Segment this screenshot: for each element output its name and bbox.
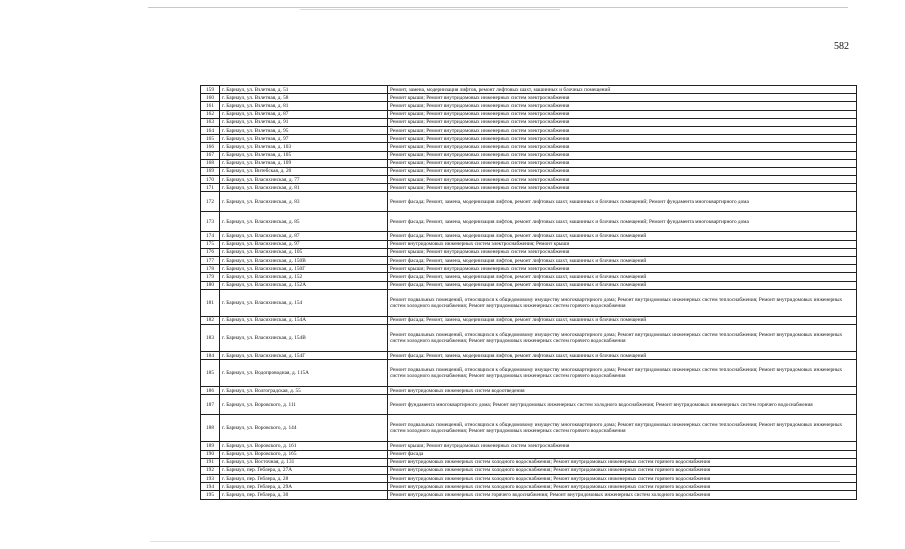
table-row [201,483,857,491]
row-number: 180 [201,281,220,289]
row-number: 163 [201,118,220,126]
row-address: г. Барнаул, ул. Витебская, д. 20 [220,167,388,175]
row-works: Ремонт крыши; Ремонт внутридомовых инженерных систем электроснабжения [388,167,857,175]
row-address: г. Барнаул, ул. Взлетная, д. 91 [220,118,388,126]
table-row [201,450,857,458]
row-address: г. Барнаул, ул. Воровского, д. 144 [220,415,388,442]
row-address: г. Барнаул, ул. Взлетная, д. 103 [220,143,388,151]
row-address: г. Барнаул, ул. Власихинская, д. 83 [220,192,388,212]
table-row [201,167,857,175]
row-works: Ремонт фасада; Ремонт, замена, модернизация лифтов, ремонт лифтовых шахт, машинных и блочных помещений; Ремонт фундамента многоквартирного дома [388,192,857,212]
row-address: г. Барнаул, ул. Воровского, д. 161 [220,442,388,450]
row-number: 193 [201,475,220,483]
row-number: 165 [201,135,220,143]
row-number: 188 [201,415,220,442]
row-number: 160 [201,94,220,102]
scan-edge-line [150,541,840,542]
row-works: Ремонт фасада; Ремонт, замена, модернизация лифтов, ремонт лифтовых шахт, машинных и блочных помещений [388,273,857,281]
row-works: Ремонт крыши; Ремонт внутридомовых инженерных систем электроснабжения [388,126,857,134]
table-row [201,387,857,395]
row-address: г. Барнаул, ул. Власихинская, д. 85 [220,212,388,232]
row-number: 174 [201,232,220,240]
scan-edge-line [148,7,848,8]
row-number: 186 [201,387,220,395]
row-works: Ремонт крыши; Ремонт внутридомовых инженерных систем электроснабжения [388,442,857,450]
row-number: 166 [201,143,220,151]
table-row [201,458,857,466]
row-works: Ремонт крыши; Ремонт внутридомовых инженерных систем электроснабжения [388,159,857,167]
row-address: г. Барнаул, ул. Власихинская, д. 154А [220,316,388,324]
row-works: Ремонт внутридомовых инженерных систем электроснабжения; Ремонт крыши [388,240,857,248]
row-address: г. Барнаул, ул. Взлетная, д. 97 [220,135,388,143]
row-works: Ремонт крыши; Ремонт внутридомовых инженерных систем электроснабжения [388,143,857,151]
table-row [201,257,857,265]
table-row [201,273,857,281]
row-number: 178 [201,265,220,273]
row-number: 185 [201,360,220,387]
row-address: г. Барнаул, ул. Власихинская, д. 154В [220,324,388,351]
row-works: Ремонт внутридомовых инженерных систем водоотведения [388,387,857,395]
table-row [201,491,857,499]
row-number: 187 [201,395,220,415]
row-works: Ремонт внутридомовых инженерных систем холодного водоснабжения; Ремонт внутридомовых инженерных систем горячего водоснабжения [388,458,857,466]
table-row [201,351,857,359]
row-number: 169 [201,167,220,175]
repair-schedule-table [200,85,857,500]
table-row [201,143,857,151]
row-works: Ремонт фасада; Ремонт, замена, модернизация лифтов, ремонт лифтовых шахт, машинных и блочных помещений [388,257,857,265]
table-row [201,135,857,143]
table-row [201,466,857,474]
row-works: Ремонт подвальных помещений, относящихся к общедомовому имуществу многоквартирного дома; Ремонт внутридомовых инженерных систем теплоснабжения; Ремонт внутридомовых инженерных систем холодного водоснабжения; Ремонт внутридомовых инженерных систем горячего водоснабжения [388,360,857,387]
row-number: 161 [201,102,220,110]
table-row [201,184,857,192]
page-number: 582 [834,41,849,52]
row-works: Ремонт крыши; Ремонт внутридомовых инженерных систем электроснабжения [388,135,857,143]
table-row [201,281,857,289]
row-works: Ремонт фасада; Ремонт, замена, модернизация лифтов, ремонт лифтовых шахт, машинных и блочных помещений [388,316,857,324]
row-number: 189 [201,442,220,450]
row-works: Ремонт, замена, модернизация лифтов, ремонт лифтовых шахт, машинных и блочных помещений [388,86,857,94]
table-row [201,126,857,134]
row-works: Ремонт фасада; Ремонт, замена, модернизация лифтов, ремонт лифтовых шахт, машинных и блочных помещений [388,281,857,289]
row-works: Ремонт крыши; Ремонт внутридомовых инженерных систем электроснабжения [388,118,857,126]
table-row [201,265,857,273]
scan-edge-line [300,9,560,10]
row-number: 177 [201,257,220,265]
row-address: г. Барнаул, ул. Восточная, д. 131 [220,458,388,466]
row-works: Ремонт крыши; Ремонт внутридомовых инженерных систем электроснабжения [388,265,857,273]
row-number: 183 [201,324,220,351]
row-address: г. Барнаул, ул. Власихинская, д. 97 [220,240,388,248]
row-address: г. Барнаул, ул. Власихинская, д. 81 [220,184,388,192]
row-address: г. Барнаул, ул. Воровского, д. 165 [220,450,388,458]
row-number: 162 [201,110,220,118]
table-row [201,118,857,126]
row-works: Ремонт подвальных помещений, относящихся к общедомовому имуществу многоквартирного дома; Ремонт внутридомовых инженерных систем теплоснабжения; Ремонт внутридомовых инженерных систем холодного водоснабжения; Ремонт внутридомовых инженерных систем горячего водоснабжения [388,324,857,351]
row-number: 191 [201,458,220,466]
table-row [201,324,857,351]
table-row [201,151,857,159]
row-address: г. Барнаул, ул. Власихинская, д. 154 [220,289,388,316]
row-works: Ремонт крыши; Ремонт внутридомовых инженерных систем электроснабжения [388,176,857,184]
row-number: 179 [201,273,220,281]
row-works: Ремонт фасада; Ремонт, замена, модернизация лифтов, ремонт лифтовых шахт, машинных и блочных помещений; Ремонт фундамента многоквартирного дома [388,212,857,232]
row-number: 175 [201,240,220,248]
row-address: г. Барнаул, ул. Взлетная, д. 95 [220,126,388,134]
row-address: г. Барнаул, ул. Власихинская, д. 152А [220,281,388,289]
row-works: Ремонт внутридомовых инженерных систем холодного водоснабжения; Ремонт внутридомовых инженерных систем горячего водоснабжения [388,466,857,474]
row-address: г. Барнаул, ул. Взлетная, д. 58 [220,94,388,102]
table-row [201,360,857,387]
row-address: г. Барнаул, ул. Власихинская, д. 150В [220,257,388,265]
row-address: г. Барнаул, ул. Волгоградская, д. 55 [220,387,388,395]
row-number: 190 [201,450,220,458]
table-row [201,192,857,212]
table-row [201,442,857,450]
row-address: г. Барнаул, ул. Власихинская, д. 150Г [220,265,388,273]
row-works: Ремонт подвальных помещений, относящихся к общедомовому имуществу многоквартирного дома; Ремонт внутридомовых инженерных систем теплоснабжения; Ремонт внутридомовых инженерных систем холодного водоснабжения; Ремонт внутридомовых инженерных систем горячего водоснабжения [388,289,857,316]
row-number: 171 [201,184,220,192]
table-row [201,316,857,324]
table-row [201,212,857,232]
row-address: г. Барнаул, ул. Власихинская, д. 87 [220,232,388,240]
row-address: г. Барнаул, ул. Воровского, д. 111 [220,395,388,415]
row-address: г. Барнаул, ул. Взлетная, д. 109 [220,159,388,167]
row-number: 182 [201,316,220,324]
row-address: г. Барнаул, ул. Власихинская, д. 105 [220,248,388,256]
row-number: 184 [201,351,220,359]
row-number: 173 [201,212,220,232]
row-address: г. Барнаул, ул. Власихинская, д. 77 [220,176,388,184]
row-address: г. Барнаул, пер. Геблера, д. 30 [220,491,388,499]
row-works: Ремонт крыши; Ремонт внутридомовых инженерных систем электроснабжения [388,94,857,102]
table-row [201,159,857,167]
row-address: г. Барнаул, пер. Геблера, д. 29А [220,483,388,491]
row-works: Ремонт подвальных помещений, относящихся к общедомовому имуществу многоквартирного дома; Ремонт внутридомовых инженерных систем теплоснабжения; Ремонт внутридомовых инженерных систем холодного водоснабжения; Ремонт внутридомовых инженерных систем горячего водоснабжения [388,415,857,442]
row-works: Ремонт крыши; Ремонт внутридомовых инженерных систем электроснабжения [388,184,857,192]
table-row [201,94,857,102]
table-row [201,110,857,118]
row-number: 195 [201,491,220,499]
table-row [201,232,857,240]
table-row [201,415,857,442]
table-row [201,248,857,256]
row-number: 176 [201,248,220,256]
row-works: Ремонт крыши; Ремонт внутридомовых инженерных систем электроснабжения [388,102,857,110]
row-number: 194 [201,483,220,491]
table-row [201,240,857,248]
row-works: Ремонт крыши; Ремонт внутридомовых инженерных систем электроснабжения [388,151,857,159]
row-number: 167 [201,151,220,159]
table-row [201,475,857,483]
row-address: г. Барнаул, ул. Взлетная, д. 51 [220,86,388,94]
table-row [201,102,857,110]
row-works: Ремонт крыши; Ремонт внутридомовых инженерных систем электроснабжения [388,248,857,256]
row-number: 170 [201,176,220,184]
row-works: Ремонт фасада [388,450,857,458]
row-address: г. Барнаул, ул. Взлетная, д. 105 [220,151,388,159]
row-number: 181 [201,289,220,316]
row-address: г. Барнаул, пер. Геблера, д. 28 [220,475,388,483]
row-address: г. Барнаул, ул. Взлетная, д. 87 [220,110,388,118]
row-works: Ремонт внутридомовых инженерных систем горячего водоснабжения; Ремонт внутридомовых инженерных систем холодного водоснабжения [388,491,857,499]
row-works: Ремонт крыши; Ремонт внутридомовых инженерных систем электроснабжения [388,110,857,118]
row-number: 164 [201,126,220,134]
row-address: г. Барнаул, пер. Геблера, д. 27А [220,466,388,474]
row-address: г. Барнаул, ул. Взлетная, д. 81 [220,102,388,110]
table-body [201,86,857,500]
row-works: Ремонт внутридомовых инженерных систем холодного водоснабжения; Ремонт внутридомовых инженерных систем горячего водоснабжения [388,475,857,483]
table-row [201,395,857,415]
row-number: 172 [201,192,220,212]
row-number: 168 [201,159,220,167]
row-number: 159 [201,86,220,94]
row-works: Ремонт внутридомовых инженерных систем холодного водоснабжения; Ремонт внутридомовых инженерных систем горячего водоснабжения [388,483,857,491]
table-row [201,176,857,184]
table-row [201,289,857,316]
row-works: Ремонт фасада; Ремонт, замена, модернизация лифтов, ремонт лифтовых шахт, машинных и блочных помещений [388,232,857,240]
row-address: г. Барнаул, ул. Власихинская, д. 154Г [220,351,388,359]
table-row [201,86,857,94]
row-address: г. Барнаул, ул. Власихинская, д. 152 [220,273,388,281]
row-number: 192 [201,466,220,474]
row-works: Ремонт фасада; Ремонт, замена, модернизация лифтов, ремонт лифтовых шахт, машинных и блочных помещений [388,351,857,359]
row-works: Ремонт фундамента многоквартирного дома; Ремонт внутридомовых инженерных систем холодного водоснабжения; Ремонт внутридомовых инженерных систем горячего водоснабжения [388,395,857,415]
row-address: г. Барнаул, ул. Водопроводная, д. 115А [220,360,388,387]
